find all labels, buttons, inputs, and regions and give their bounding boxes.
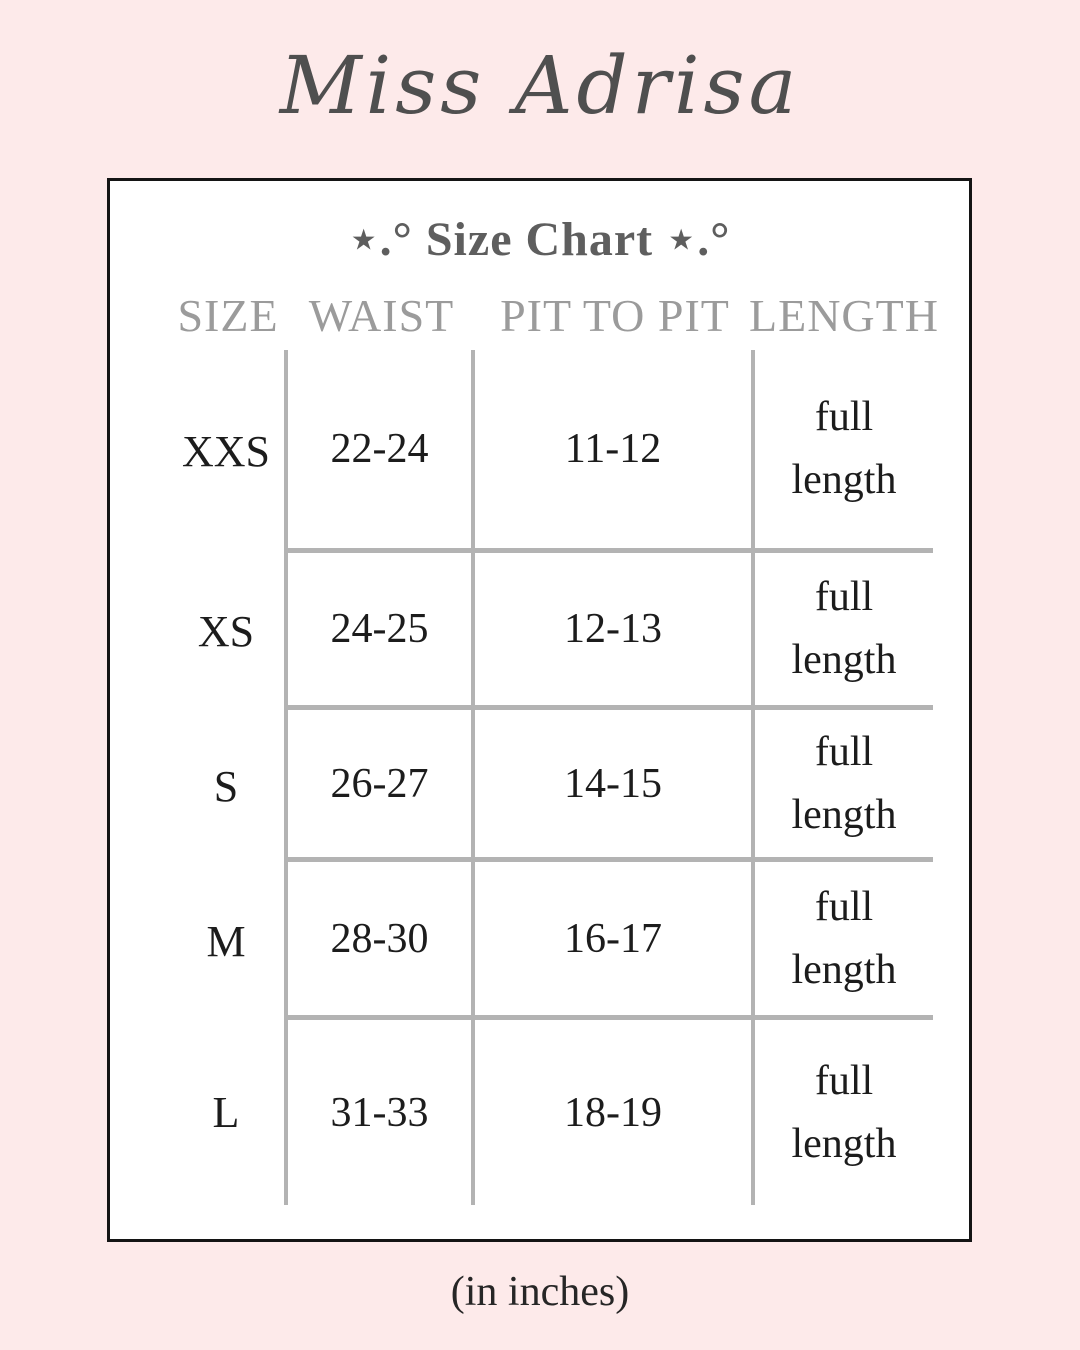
table-header-row bbox=[110, 283, 939, 347]
column-header-length: LENGTH bbox=[749, 289, 939, 341]
pit-cell: 16-17 bbox=[475, 862, 755, 1020]
waist-cell: 24-25 bbox=[288, 553, 475, 710]
waist-cell: 28-30 bbox=[288, 862, 475, 1020]
pit-cell: 18-19 bbox=[475, 1020, 755, 1205]
size-table bbox=[110, 350, 933, 1205]
length-cell: full length bbox=[755, 350, 933, 553]
size-cell: XS bbox=[110, 553, 288, 710]
chart-title: ⋆.° Size Chart ⋆.° bbox=[348, 213, 731, 266]
size-cell: XXS bbox=[110, 350, 288, 553]
size-cell: L bbox=[110, 1020, 288, 1205]
pit-cell: 12-13 bbox=[475, 553, 755, 710]
column-header-waist: WAIST bbox=[308, 289, 455, 341]
pit-cell: 14-15 bbox=[475, 710, 755, 862]
waist-cell: 26-27 bbox=[288, 710, 475, 862]
waist-cell: 22-24 bbox=[288, 350, 475, 553]
length-cell: full length bbox=[791, 1057, 897, 1167]
size-cell: M bbox=[110, 862, 288, 1020]
brand-logo: Miss Adrisa bbox=[279, 39, 801, 132]
waist-cell: 31-33 bbox=[288, 1020, 475, 1205]
pit-cell: 11-12 bbox=[475, 350, 755, 553]
length-cell: full length bbox=[755, 710, 933, 862]
length-cell: full length bbox=[755, 553, 933, 710]
size-chart-box bbox=[107, 178, 972, 1242]
column-header-pit-to-pit: PIT TO PIT bbox=[500, 289, 730, 341]
units-note: (in inches) bbox=[450, 1269, 630, 1315]
column-header-size: SIZE bbox=[177, 289, 279, 341]
size-cell: S bbox=[110, 710, 288, 862]
length-cell: full length bbox=[755, 862, 933, 1020]
